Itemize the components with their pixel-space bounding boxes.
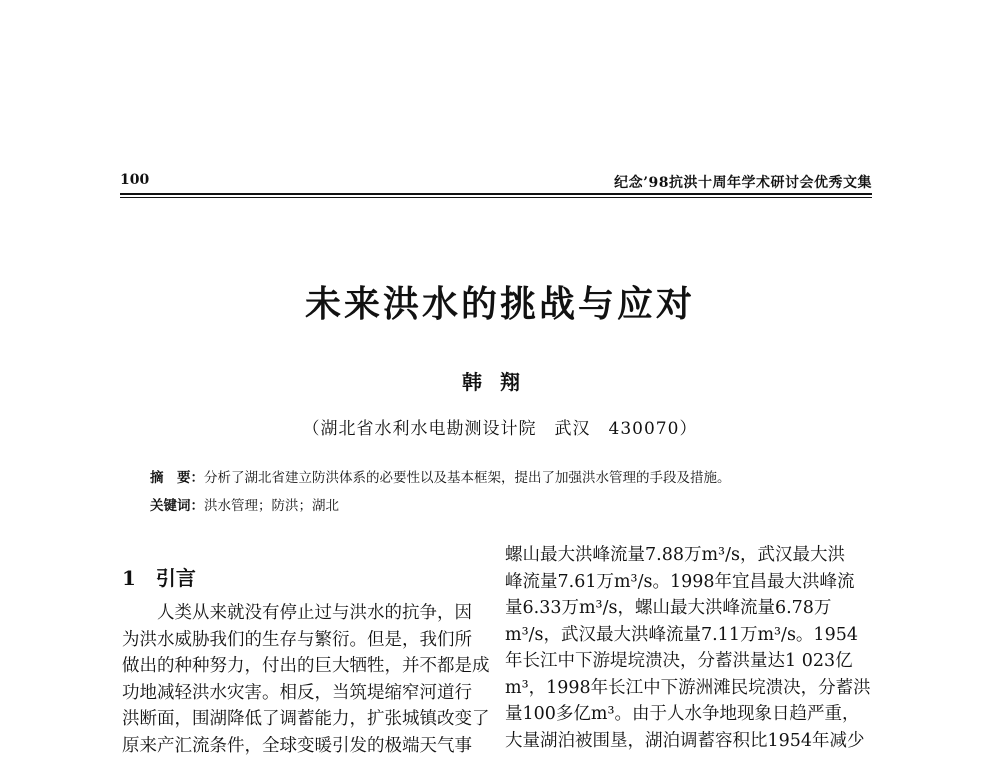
keywords-label: 关键词： [150, 498, 204, 514]
body-line: 洪断面，围湖降低了调蓄能力，扩张城镇改变了 [122, 709, 490, 729]
header-rule-thin [120, 197, 872, 198]
body-line: 功地减轻洪水灾害。相反，当筑堤缩窄河道行 [122, 682, 472, 703]
abstract-label: 摘 要： [150, 470, 204, 486]
author-name: 韩翔 [462, 370, 538, 394]
body-line: 大量湖泊被围垦，湖泊调蓄容积比1954年减少 [505, 730, 865, 751]
body-line: 年长江中下游堤垸溃决，分蓄洪量达1 023亿 [505, 651, 853, 671]
keywords-text: 洪水管理；防洪；湖北 [204, 498, 339, 514]
abstract [150, 466, 731, 486]
body-line: 原来产汇流条件，全球变暖引发的极端天气事 [122, 735, 472, 756]
body-column-right [505, 542, 875, 754]
body-line: 量6.33万m³/s，螺山最大洪峰流量6.78万 [505, 598, 832, 618]
body-line: 量100多亿m³。由于人水争地现象日趋严重， [505, 704, 860, 724]
body-column-left [122, 600, 490, 759]
body-line: 为洪水威胁我们的生存与繁衍。但是，我们所 [122, 629, 472, 650]
paper-title: 未来洪水的挑战与应对 [304, 284, 695, 325]
body-line: m³/s，武汉最大洪峰流量7.11万m³/s。1954 [505, 624, 858, 645]
author-affiliation: （湖北省水利水电勘测设计院 武汉 430070） [302, 419, 698, 439]
header-rule-thick [120, 193, 872, 195]
body-line: 螺山最大洪峰流量7.88万m³/s，武汉最大洪 [505, 545, 845, 565]
keywords [150, 494, 339, 514]
body-line: m³，1998年长江中下游洲滩民垸溃决，分蓄洪 [505, 677, 871, 698]
page-number: 100 [120, 172, 150, 188]
abstract-text: 分析了湖北省建立防洪体系的必要性以及基本框架，提出了加强洪水管理的手段及措施。 [204, 470, 731, 486]
section-heading-introduction: 1 引言 [122, 566, 196, 590]
running-header: 纪念’98抗洪十周年学术研讨会优秀文集 [614, 175, 872, 191]
body-line: 峰流量7.61万m³/s。1998年宜昌最大洪峰流 [505, 571, 855, 592]
body-line: 人类从来就没有停止过与洪水的抗争，因 [157, 603, 472, 623]
body-line: 做出的种种努力，付出的巨大牺牲，并不都是成 [122, 656, 490, 676]
